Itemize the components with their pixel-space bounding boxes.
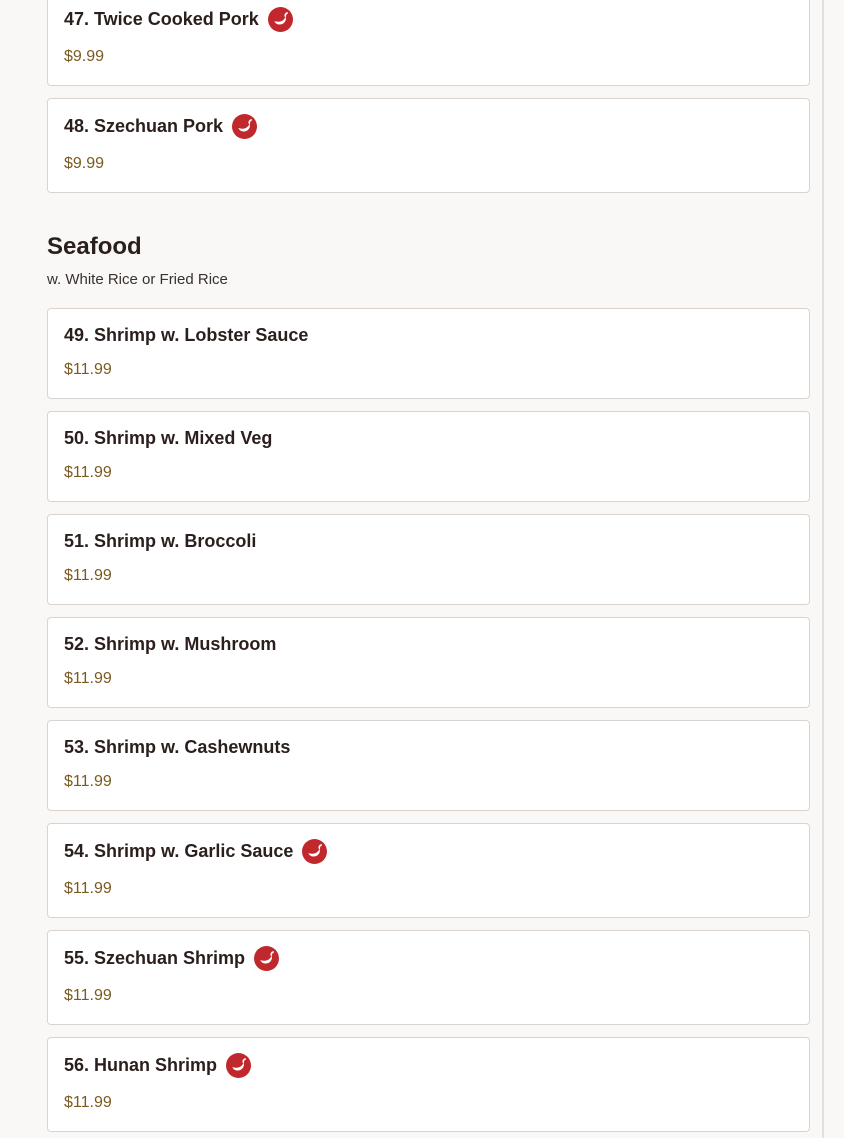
menu-item-card[interactable] xyxy=(47,720,810,811)
menu-item-title xyxy=(64,737,290,758)
menu-item-card[interactable] xyxy=(47,617,810,708)
menu-item-card[interactable] xyxy=(47,411,810,502)
menu-item-title xyxy=(64,839,327,864)
menu-item-card[interactable] xyxy=(47,308,810,399)
menu-item-name: 53. Shrimp w. Cashewnuts xyxy=(64,737,291,757)
menu-item-name: 55. Szechuan Shrimp xyxy=(64,948,246,968)
menu-item-price: $9.99 xyxy=(64,48,105,65)
menu-item-price: $11.99 xyxy=(64,361,112,378)
menu-item-price: $11.99 xyxy=(64,1094,112,1111)
menu-item-card[interactable] xyxy=(47,1037,810,1132)
menu-item-price: $11.99 xyxy=(64,567,112,584)
menu-item-title xyxy=(64,531,256,552)
menu-item-title xyxy=(64,7,293,32)
section-title: Seafood xyxy=(47,233,142,260)
scrollbar-track[interactable] xyxy=(822,0,824,1138)
chili-pepper-icon xyxy=(226,1053,251,1078)
menu-item-price: $11.99 xyxy=(64,670,112,687)
chili-pepper-icon xyxy=(232,114,257,139)
menu-item-card[interactable] xyxy=(47,930,810,1025)
menu-item-title xyxy=(64,428,272,449)
menu-item-title xyxy=(64,325,308,346)
menu-item-price: $11.99 xyxy=(64,880,112,897)
menu-item-name: 54. Shrimp w. Garlic Sauce xyxy=(64,841,294,861)
chili-pepper-icon xyxy=(268,7,293,32)
section-subtitle: w. White Rice or Fried Rice xyxy=(47,271,228,288)
menu-item-name: 56. Hunan Shrimp xyxy=(64,1055,218,1075)
menu-item-price: $11.99 xyxy=(64,987,112,1004)
menu-item-price: $9.99 xyxy=(64,155,105,172)
menu-item-name: 50. Shrimp w. Mixed Veg xyxy=(64,428,273,448)
menu-item-title xyxy=(64,114,257,139)
menu-item-price: $11.99 xyxy=(64,773,112,790)
menu-item-card[interactable] xyxy=(47,514,810,605)
menu-item-title xyxy=(64,1053,251,1078)
chili-pepper-icon xyxy=(302,839,327,864)
menu-item-name: 48. Szechuan Pork xyxy=(64,116,224,136)
menu-item-price: $11.99 xyxy=(64,464,112,481)
menu-item-title xyxy=(64,634,276,655)
menu-item-name: 52. Shrimp w. Mushroom xyxy=(64,634,277,654)
menu-item-card[interactable] xyxy=(47,98,810,193)
menu-item-title xyxy=(64,946,279,971)
menu-item-name: 47. Twice Cooked Pork xyxy=(64,9,259,29)
chili-pepper-icon xyxy=(254,946,279,971)
menu-item-name: 51. Shrimp w. Broccoli xyxy=(64,531,257,551)
menu-item-name: 49. Shrimp w. Lobster Sauce xyxy=(64,325,309,345)
menu-item-card[interactable] xyxy=(47,823,810,918)
menu-item-card[interactable] xyxy=(47,0,810,86)
